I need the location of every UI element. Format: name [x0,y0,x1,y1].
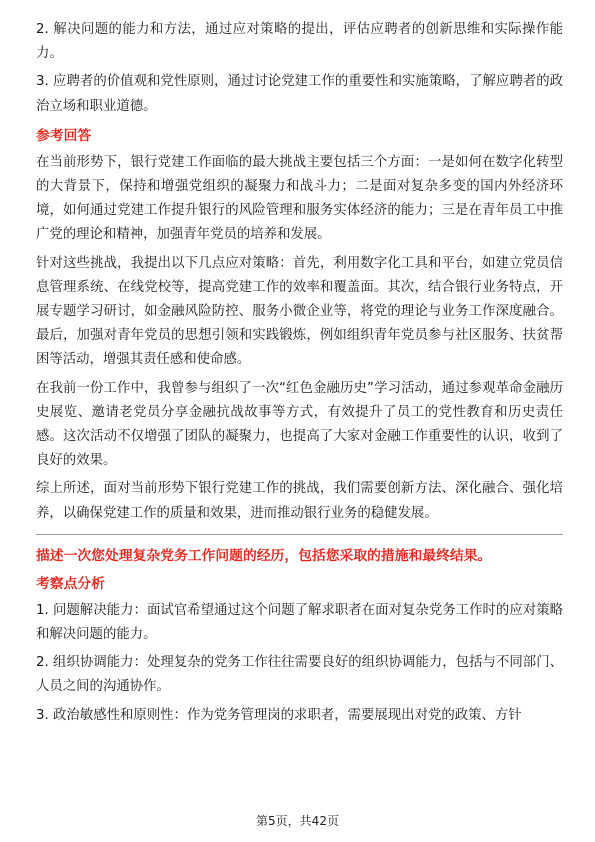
answer-heading: 参考回答 [36,127,92,144]
answer-paragraph-1: 在当前形势下，银行党建工作面临的最大挑战主要包括三个方面：一是如何在数字化转型的大背景下，保持和增强党组织的凝聚力和战斗力；二是面对复杂多变的国内外经济环境，如何通过党建工作提升银行的风险管理和服务实体经济的能力；三是在青年员工中推广党的理论和精神，加强青年党员的培养和发展。 [36,154,563,243]
answer-paragraph-2: 针对这些挑战，我提出以下几点应对策略：首先，利用数字化工具和平台，如建立党员信息管理系统、在线党校等，提高党建工作的效率和覆盖面。其次，结合银行业务特点，开展专题学习研讨，如金融风险防控、服务小微企业等，将党的理论与业务工作深度融合。最后，加强对青年党员的思想引领和实践锻炼，例如组织青年党员参与社区服务、扶贫帮困等活动，增强其责任感和使命感。 [36,255,563,368]
analysis-item-2: 2. 组织协调能力：处理复杂的党务工作往往需要良好的组织协调能力，包括与不同部门、人员之间的沟通协作。 [36,655,563,695]
analysis-item-1: 1. 问题解决能力：面试官希望通过这个问题了解求职者在面对复杂党务工作时的应对策略和解决问题的能力。 [36,602,563,643]
answer-paragraph-3: 在我前一份工作中，我曾参与组织了一次“红色金融历史”学习活动，通过参观革命金融历史展览、邀请老党员分享金融抗战故事等方式，有效提升了员工的党性教育和历史责任感。这次活动不仅增强了团队的凝聚力，也提高了大家对金融工作重要性的认识，收到了良好的效果。 [36,380,563,469]
answer-paragraph-4: 综上所述，面对当前形势下银行党建工作的挑战，我们需要创新方法、深化融合、强化培养，以确保党建工作的质量和效果，进而推动银行业务的稳健发展。 [36,481,563,521]
intro-item-3: 3. 应聘者的价值观和党性原则，通过讨论党建工作的重要性和实施策略，了解应聘者的政治立场和职业道德。 [36,74,563,114]
document-page [36,18,563,732]
section-divider [36,534,563,535]
analysis-heading: 考察点分析 [36,575,105,592]
intro-item-2: 2. 解决问题的能力和方法，通过应对策略的提出，评估应聘者的创新思维和实际操作能力。 [36,22,563,62]
analysis-item-3: 3. 政治敏感性和原则性：作为党务管理岗的求职者，需要展现出对党的政策、方针 [36,707,522,723]
page-number-footer: 第5页，共42页 [256,814,339,828]
interview-question: 描述一次您处理复杂党务工作问题的经历，包括您采取的措施和最终结果。 [36,547,492,564]
